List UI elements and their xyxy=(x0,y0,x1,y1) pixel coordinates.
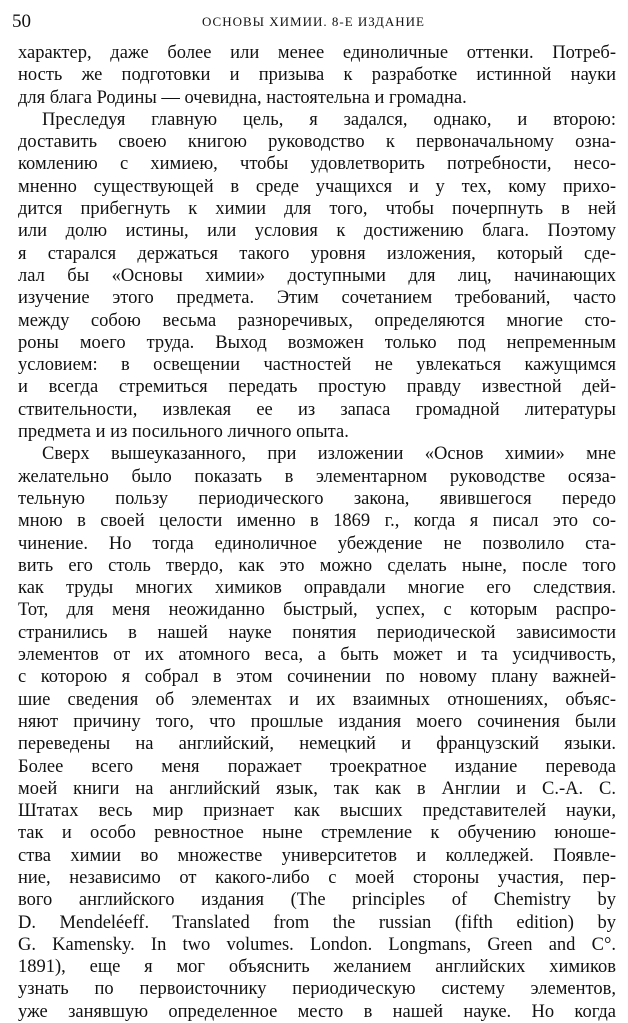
text-line: для блага Родины — очевидна, настоятельна и громадна. xyxy=(18,87,467,108)
text-line: тельную пользу периодического закона, явившегося передо xyxy=(18,488,616,509)
text-line: комлению с химиею, чтобы удовлетворить потребности, несо- xyxy=(18,154,616,175)
text-line: желательно было показать в элементарном руководстве осяза- xyxy=(18,466,616,487)
text-line: элементов от их атомного веса, а быть может и та усидчивость, xyxy=(18,645,616,666)
text-line: дится прибегнуть к химии для того, чтобы почерпнуть в ней xyxy=(18,199,616,220)
text-line: вить его столь твердо, как это можно сделать ныне, после того xyxy=(18,555,616,576)
text-line: уже занявшую определенное место в нашей науке. Но когда xyxy=(18,1001,616,1022)
text-line: ства химии во множестве университетов и колледжей. Появле- xyxy=(18,845,616,866)
text-line: ние, независимо от какого-либо с моей стороны участия, пер- xyxy=(18,867,616,888)
page-header xyxy=(12,10,616,34)
text-line: лал бы «Основы химии» доступными для лиц, начинающих xyxy=(18,265,616,286)
paragraph xyxy=(18,109,616,443)
text-line: мною в своей целости именно в 1869 г., когда я писал это со- xyxy=(18,511,616,532)
running-head: ОСНОВЫ ХИМИИ. 8-Е ИЗДАНИЕ xyxy=(202,14,425,29)
text-line: характер, даже более или менее единоличные оттенки. Потреб- xyxy=(18,43,616,63)
text-line: или долю истины, или условия к достижению блага. Поэтому xyxy=(18,221,616,242)
text-line: роны моего труда. Выход возможен только под непременным xyxy=(18,332,616,353)
text-line: Штатах весь мир признает как высших представителей науки, xyxy=(18,801,616,822)
text-line: Сверх вышеуказанного, при изложении «Основ химии» мне xyxy=(42,444,616,465)
text-line: узнать по первоисточнику периодическую систему элементов, xyxy=(18,979,616,1000)
text-line: Более всего меня поражает троекратное издание перевода xyxy=(18,756,616,777)
text-line: мненно существующей в среде учащихся и у тех, кому прихо- xyxy=(18,176,616,197)
text-line: так и особо ревностное ныне стремление к обучению юноше- xyxy=(18,823,616,844)
page-number: 50 xyxy=(12,11,31,32)
body-text xyxy=(18,42,616,1023)
text-line: G. Kamensky. In two volumes. London. Longmans, Green and C°. xyxy=(18,934,616,955)
text-line: чинение. Но тогда единоличное убеждение не позволило ста- xyxy=(18,533,616,554)
text-line: предмета и из посильного личного опыта. xyxy=(18,422,349,443)
text-line: ность же подготовки и призыва к разработке истинной науки xyxy=(18,65,616,86)
text-line: няют причину того, что прошлые издания моего сочинения были xyxy=(18,711,616,732)
text-line: Тот, для меня неожиданно быстрый, успех, с которым распро- xyxy=(18,600,616,621)
text-line: Преследуя главную цель, я задался, однако, и второю: xyxy=(42,109,616,130)
text-line: я старался держаться такого уровня изложения, который сде- xyxy=(18,243,616,264)
text-line: вого английского издания (The principles of Chemistry by xyxy=(18,890,616,911)
text-line: странились в нашей науке понятия периодической зависимости xyxy=(18,622,616,643)
text-line: 1891), еще я мог объяснить желанием английских химиков xyxy=(18,957,616,978)
text-line: условием: в освещении частностей не увлекаться кажущимся xyxy=(18,355,616,376)
text-line: шие сведения об элементах и их взаимных отношениях, объяс- xyxy=(18,689,616,710)
text-line: доставить своею книгою руководство к первоначальному озна- xyxy=(18,132,616,153)
text-line: с которою я собрал в этом сочинении по новому плану важней- xyxy=(18,667,616,688)
paragraph xyxy=(18,443,616,1023)
text-line: D. Mendeléeff. Translated from the russian (fifth edition) by xyxy=(18,912,616,933)
text-line: как труды многих химиков оправдали многие его следствия. xyxy=(18,578,616,599)
text-line: ствительности, извлекая ее из запаса громадной литературы xyxy=(18,399,616,420)
text-line: между собою весьма разноречивых, определяются многие сто- xyxy=(18,310,616,331)
paragraph xyxy=(18,42,616,109)
text-line: моей книги на английский язык, так как в Англии и С.-А. С. xyxy=(18,778,616,799)
text-line: переведены на английский, немецкий и французский языки. xyxy=(18,734,616,755)
text-line: изучение этого предмета. Этим сочетанием требований, часто xyxy=(18,288,616,309)
text-line: и всегда стремиться передать простую правду известной дей- xyxy=(18,377,616,398)
